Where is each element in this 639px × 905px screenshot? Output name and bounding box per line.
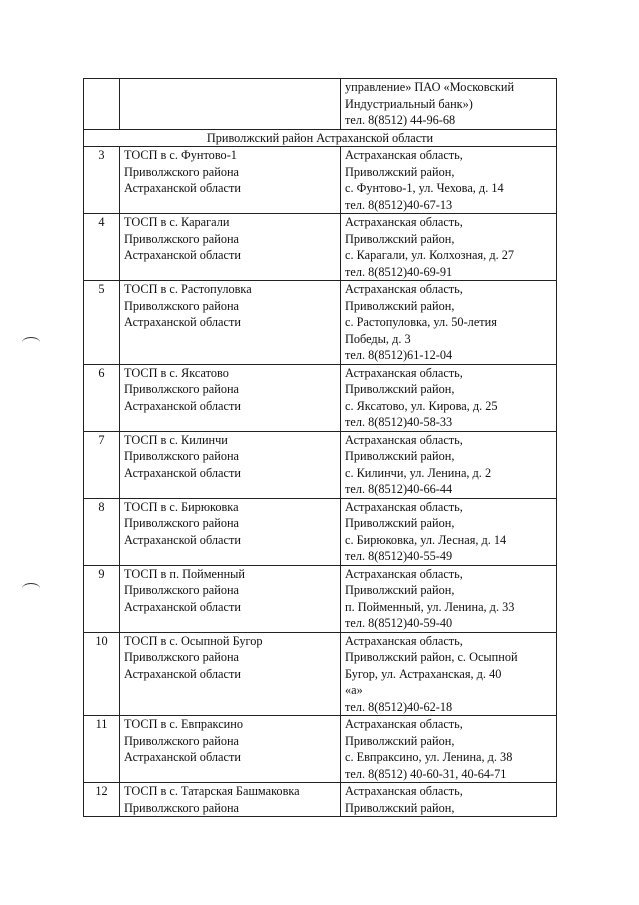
address-line: Приволжский район, <box>345 733 455 748</box>
address-line: тел. 8(8512)40-55-49 <box>345 549 453 563</box>
office-name-line: Астраханской области <box>124 248 241 262</box>
row-number: 8 <box>84 498 120 565</box>
address-line: с. Евпраксино, ул. Ленина, д. 38 <box>345 750 513 764</box>
office-name-line: Приволжского района <box>124 733 240 748</box>
address-line: Приволжский район, <box>345 583 455 597</box>
address-line: Астраханская область, <box>345 215 463 229</box>
office-name-line: Астраханской области <box>124 398 241 413</box>
table-row <box>84 498 557 565</box>
office-name-line: ТОСП в с. Растопуловка <box>124 282 252 296</box>
office-name-line: Астраханской области <box>124 315 241 329</box>
address-line: с. Килинчи, ул. Ленина, д. 2 <box>345 465 492 480</box>
address-line: Приволжский район, <box>345 298 455 313</box>
office-name-cell <box>120 281 341 365</box>
table-row <box>84 565 557 632</box>
office-name-line: Приволжского района <box>124 516 240 530</box>
office-address-cell <box>341 632 557 716</box>
address-line: тел. 8(8512)40-62-18 <box>345 699 453 714</box>
table-row <box>84 214 557 281</box>
office-name-cell <box>120 431 341 498</box>
office-name-line: Астраханской области <box>124 599 241 614</box>
address-line: Бугор, ул. Астраханская, д. 40 <box>345 666 502 681</box>
address-line: Приволжский район, <box>345 164 455 179</box>
office-address-cell <box>341 364 557 431</box>
office-address-cell <box>341 498 557 565</box>
address-line: Астраханская область, <box>345 717 463 731</box>
office-name-cell <box>120 79 341 130</box>
office-name-line: Приволжского района <box>124 583 240 597</box>
office-name-cell <box>120 565 341 632</box>
office-name-cell <box>120 632 341 716</box>
office-address-cell <box>341 565 557 632</box>
address-line: Индустриальный банк») <box>345 96 473 111</box>
office-name-line: Приволжского района <box>124 298 240 313</box>
office-name-cell <box>120 147 341 214</box>
margin-punch-mark-upper <box>22 337 40 348</box>
office-name-line: ТОСП в с. Карагали <box>124 215 230 229</box>
row-number: 7 <box>84 431 120 498</box>
office-name-cell <box>120 716 341 783</box>
office-name-line: ТОСП в с. Татарская Башмаковка <box>124 784 300 798</box>
region-header: Приволжский район Астраханской области <box>84 129 557 147</box>
office-list-table <box>83 78 557 817</box>
address-line: тел. 8(8512)40-59-40 <box>345 616 453 630</box>
office-name-line: Приволжского района <box>124 650 240 664</box>
office-name-line: Приволжского района <box>124 231 240 246</box>
address-line: тел. 8(8512)40-58-33 <box>345 415 453 429</box>
address-line: Приволжский район, <box>345 516 455 530</box>
row-number: 12 <box>84 783 120 817</box>
office-name-line: Астраханской области <box>124 532 241 547</box>
address-line: Победы, д. 3 <box>345 331 411 346</box>
table-row <box>84 783 557 817</box>
office-name-line: ТОСП в с. Евпраксино <box>124 717 243 731</box>
address-line: Астраханская область, <box>345 499 463 514</box>
address-line: тел. 8(8512)40-66-44 <box>345 482 453 496</box>
office-address-cell <box>341 147 557 214</box>
address-line: Астраханская область, <box>345 633 463 648</box>
address-line: Приволжский район, <box>345 231 455 246</box>
address-line: п. Пойменный, ул. Ленина, д. 33 <box>345 599 515 614</box>
row-number: 3 <box>84 147 120 214</box>
address-line: тел. 8(8512)40-67-13 <box>345 197 453 212</box>
address-line: с. Бирюковка, ул. Лесная, д. 14 <box>345 532 507 547</box>
address-line: Астраханская область, <box>345 784 463 798</box>
office-address-cell <box>341 783 557 817</box>
office-address-cell <box>341 214 557 281</box>
row-number: 5 <box>84 281 120 365</box>
office-name-line: Приволжского района <box>124 800 240 815</box>
office-name-line: Астраханской области <box>124 181 241 195</box>
office-name-line: ТОСП в с. Осыпной Бугор <box>124 633 263 648</box>
address-line: Астраханская область, <box>345 282 463 296</box>
table-row <box>84 147 557 214</box>
office-name-line: Приволжского района <box>124 449 240 463</box>
row-number: 9 <box>84 565 120 632</box>
office-name-cell <box>120 498 341 565</box>
address-line: тел. 8(8512)40-69-91 <box>345 264 453 279</box>
office-name-line: ТОСП в с. Фунтово-1 <box>124 148 237 162</box>
office-name-line: Астраханской области <box>124 666 241 681</box>
office-name-line: Астраханской области <box>124 465 241 480</box>
row-number: 6 <box>84 364 120 431</box>
row-number-cell <box>84 79 120 130</box>
address-line: с. Яксатово, ул. Кирова, д. 25 <box>345 398 498 413</box>
office-name-line: Приволжского района <box>124 382 240 396</box>
region-header-row <box>84 129 557 147</box>
office-address-cell <box>341 281 557 365</box>
address-line: Приволжский район, <box>345 449 455 463</box>
address-line: тел. 8(8512) 40-60-31, 40-64-71 <box>345 766 507 781</box>
office-name-line: ТОСП в п. Пойменный <box>124 566 245 581</box>
document-table-container <box>83 78 556 817</box>
office-name-cell <box>120 783 341 817</box>
office-name-line: ТОСП в с. Бирюковка <box>124 499 239 514</box>
address-line: с. Фунтово-1, ул. Чехова, д. 14 <box>345 181 504 195</box>
address-line: «а» <box>345 683 363 697</box>
address-line: с. Растопуловка, ул. 50-летия <box>345 315 497 329</box>
margin-punch-mark-lower <box>22 583 40 594</box>
office-address-cell <box>341 431 557 498</box>
address-line: тел. 8(8512) 44-96-68 <box>345 113 456 127</box>
row-number: 10 <box>84 632 120 716</box>
office-address-cell <box>341 79 557 130</box>
table-row <box>84 281 557 365</box>
address-line: управление» ПАО «Московский <box>345 80 515 94</box>
table-row <box>84 632 557 716</box>
address-line: Астраханская область, <box>345 432 463 447</box>
office-name-line: ТОСП в с. Яксатово <box>124 365 229 380</box>
row-number: 11 <box>84 716 120 783</box>
table-row <box>84 716 557 783</box>
continuation-row <box>84 79 557 130</box>
address-line: Приволжский район, <box>345 800 455 815</box>
address-line: Астраханская область, <box>345 566 463 581</box>
office-name-line: ТОСП в с. Килинчи <box>124 432 228 447</box>
address-line: Астраханская область, <box>345 365 463 380</box>
address-line: Астраханская область, <box>345 148 463 162</box>
address-line: с. Карагали, ул. Колхозная, д. 27 <box>345 248 515 262</box>
table-row <box>84 431 557 498</box>
table-row <box>84 364 557 431</box>
address-line: тел. 8(8512)61-12-04 <box>345 348 453 362</box>
office-list-body <box>84 79 557 817</box>
row-number: 4 <box>84 214 120 281</box>
address-line: Приволжский район, с. Осыпной <box>345 650 518 664</box>
office-name-line: Астраханской области <box>124 750 241 764</box>
office-address-cell <box>341 716 557 783</box>
office-name-cell <box>120 364 341 431</box>
address-line: Приволжский район, <box>345 382 455 396</box>
office-name-line: Приволжского района <box>124 164 240 179</box>
office-name-cell <box>120 214 341 281</box>
